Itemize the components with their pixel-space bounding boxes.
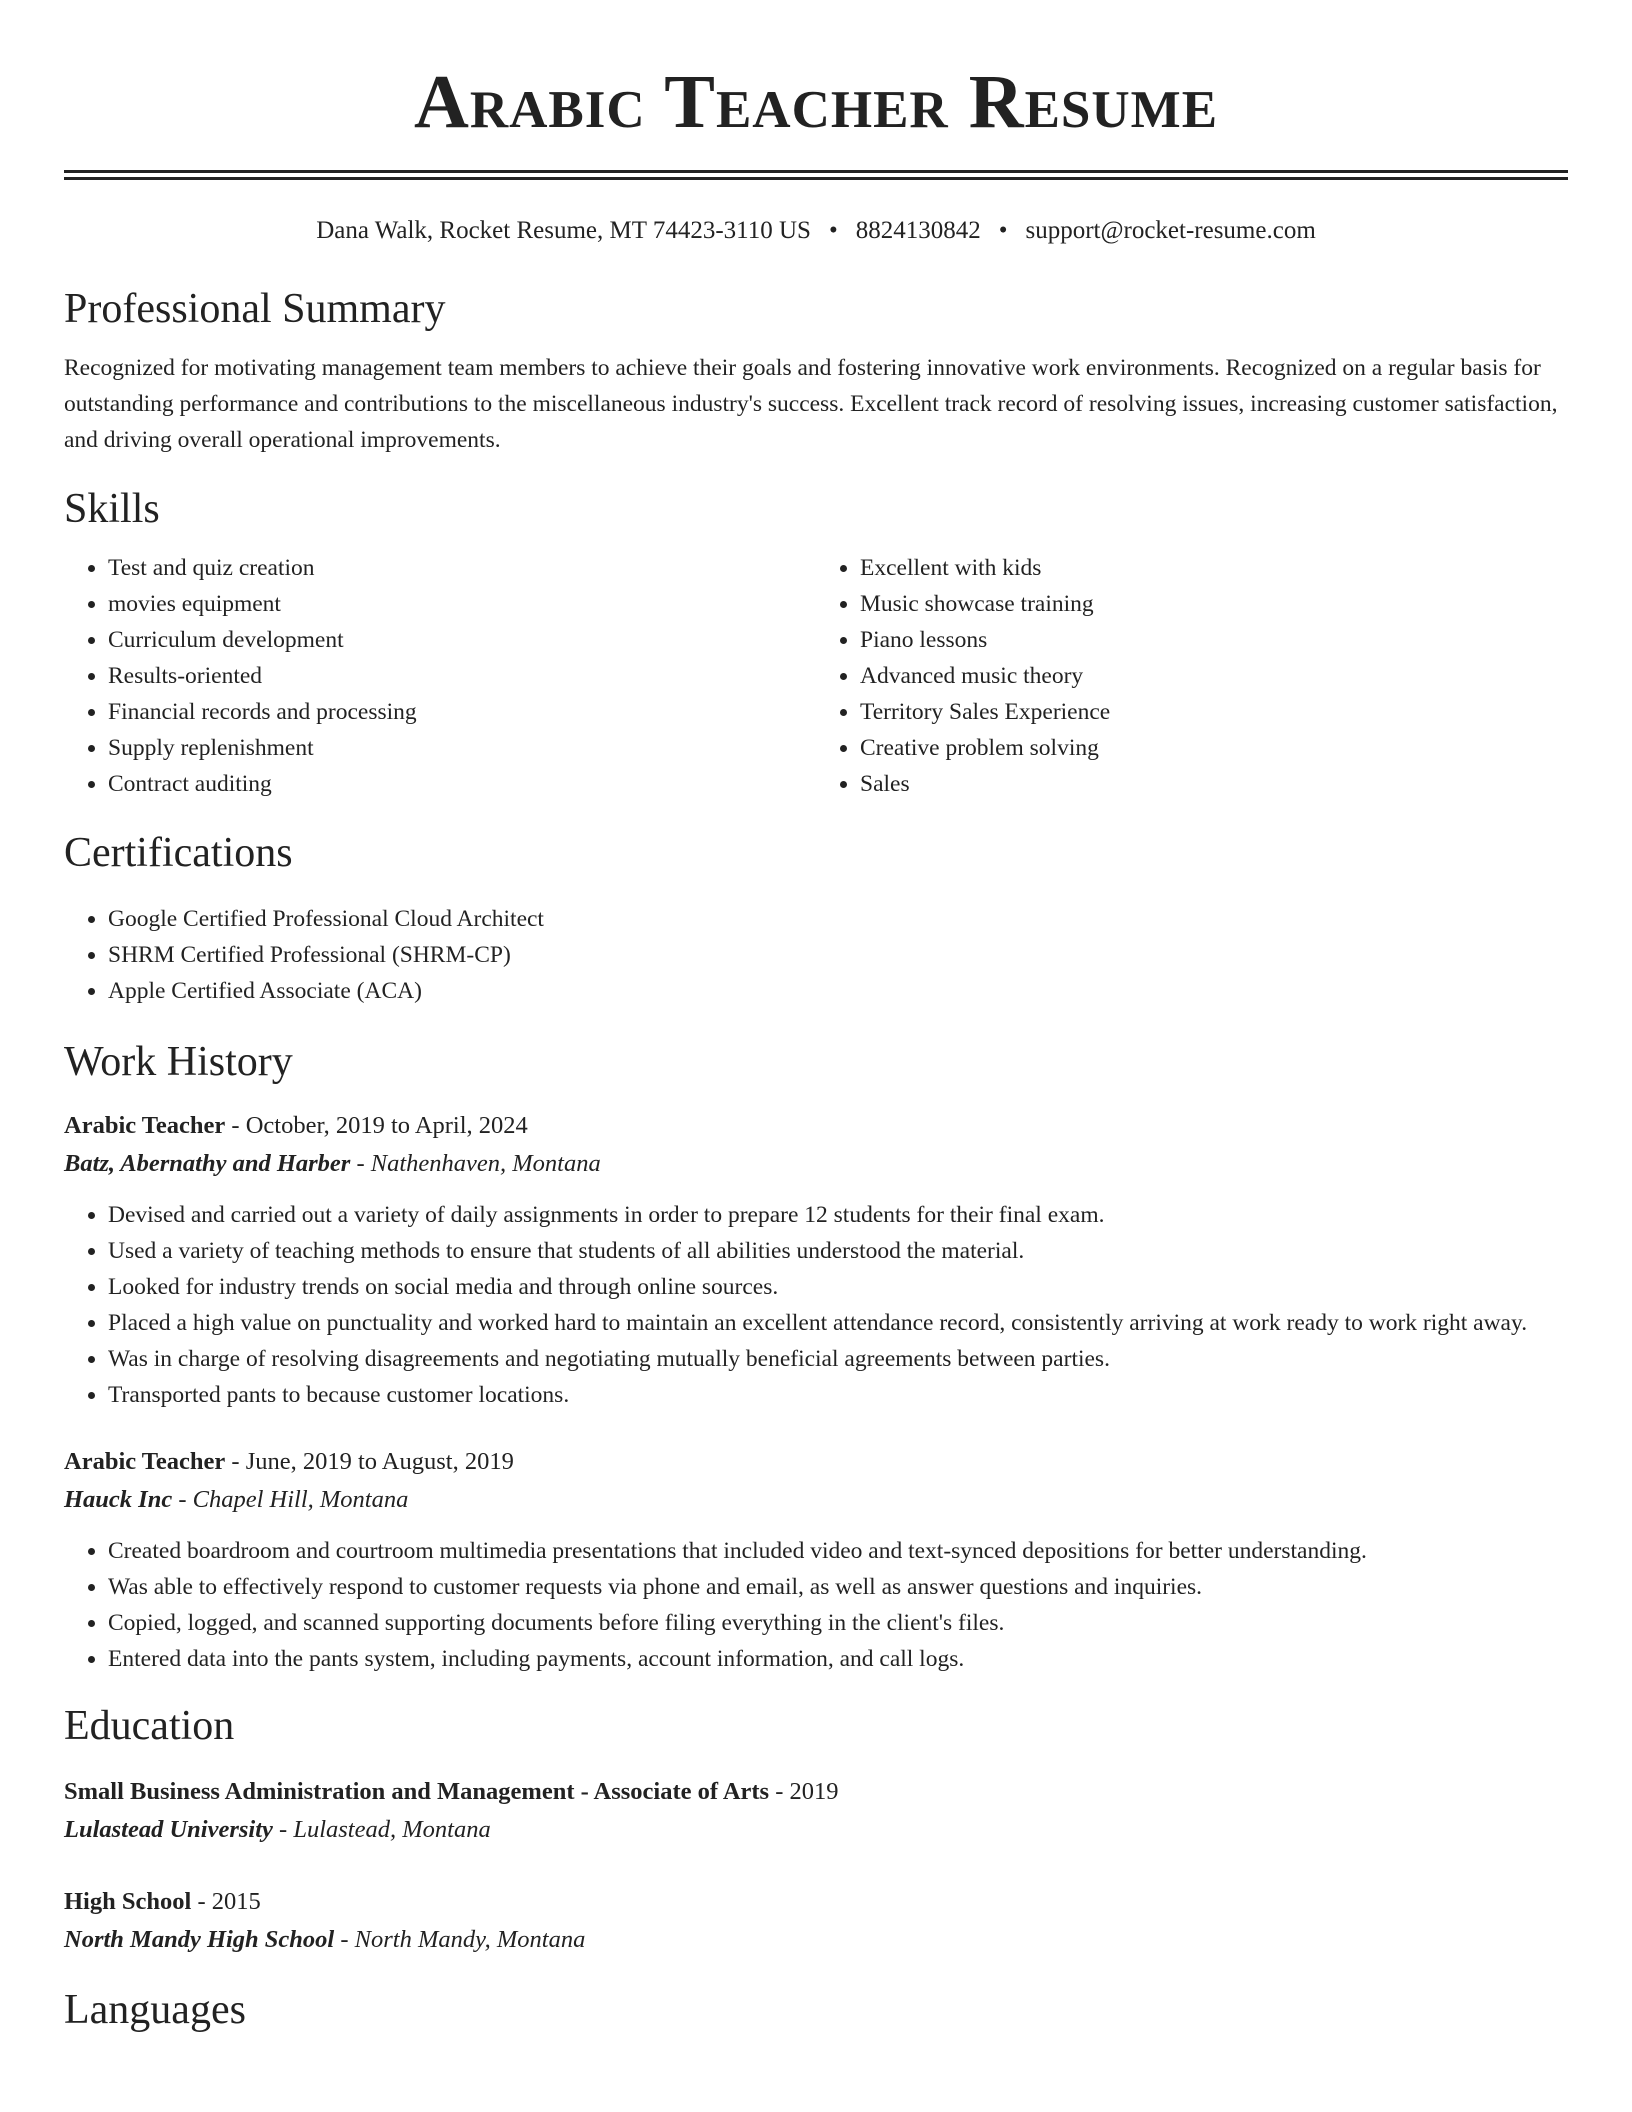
job-title-line xyxy=(64,1443,1568,1481)
skills-list-left xyxy=(64,550,816,802)
skill-item: • Curriculum development xyxy=(108,622,816,658)
contact-separator: • xyxy=(828,217,838,244)
contact-email: support@rocket-resume.com xyxy=(1025,217,1316,244)
contact-address: Dana Walk, Rocket Resume, MT 74423-3110 US xyxy=(316,217,811,244)
job-bullet: • Entered data into the pants system, including payments, account information, and call logs. xyxy=(108,1641,1568,1677)
education-location: - Lulastead, Montana xyxy=(272,1815,491,1843)
certification-item: • SHRM Certified Professional (SHRM-CP) xyxy=(108,937,1568,973)
job-bullet: • Looked for industry trends on social media and through online sources. xyxy=(108,1269,1568,1305)
education-heading: Education xyxy=(64,1702,235,1749)
job-bullets xyxy=(64,1197,1568,1413)
skill-item: • Music showcase training xyxy=(860,586,1568,622)
job-company: Batz, Abernathy and Harber xyxy=(64,1149,351,1177)
languages-heading: Languages xyxy=(64,1986,246,2033)
education-degree-line xyxy=(64,1773,1568,1811)
job-role: Arabic Teacher xyxy=(64,1447,226,1475)
skill-item: • Results-oriented xyxy=(108,658,816,694)
education-degree: Small Business Administration and Management - Associate of Arts xyxy=(64,1777,770,1805)
education-entry xyxy=(64,1883,1568,1959)
job-role: Arabic Teacher xyxy=(64,1111,226,1139)
job-header xyxy=(64,1443,1568,1519)
contact-separator: • xyxy=(998,217,1008,244)
skill-item: • Excellent with kids xyxy=(860,550,1568,586)
job-dates: - June, 2019 to August, 2019 xyxy=(225,1447,514,1475)
skills-heading: Skills xyxy=(64,486,160,533)
job-bullets xyxy=(64,1533,1568,1677)
job-header xyxy=(64,1107,1568,1183)
skill-item: • Supply replenishment xyxy=(108,730,816,766)
skill-item: • Advanced music theory xyxy=(860,658,1568,694)
job-bullet: • Placed a high value on punctuality and worked hard to maintain an excellent attendance record, consistently arriving at work ready to work right away. xyxy=(108,1305,1568,1341)
skills-columns xyxy=(64,550,1568,802)
education-year: - 2019 xyxy=(769,1777,839,1805)
skill-item: • Sales xyxy=(860,766,1568,802)
job-company-line xyxy=(64,1481,1568,1519)
job-dates: - October, 2019 to April, 2024 xyxy=(225,1111,528,1139)
skill-item: • movies equipment xyxy=(108,586,816,622)
resume-title: Arabic Teacher Resume xyxy=(413,60,1219,144)
summary-text: Recognized for motivating management team members to achieve their goals and fostering innovative work environments. Recognized on a regular basis for outstanding performance and contributions to the miscellaneous industry's success. Excellent track record of resolving issues, increasing customer satisfaction, and driving overall operational improvements. xyxy=(64,355,1558,454)
job-company-line xyxy=(64,1145,1568,1183)
education-year: - 2015 xyxy=(191,1887,261,1915)
education-school-line xyxy=(64,1811,1568,1849)
job-bullet: • Was able to effectively respond to customer requests via phone and email, as well as answer questions and inquiries. xyxy=(108,1569,1568,1605)
skill-item: • Piano lessons xyxy=(860,622,1568,658)
certification-item: • Apple Certified Associate (ACA) xyxy=(108,973,1568,1009)
job-location: - Nathenhaven, Montana xyxy=(350,1149,601,1177)
skill-item: • Test and quiz creation xyxy=(108,550,816,586)
skill-item: • Creative problem solving xyxy=(860,730,1568,766)
certifications-heading: Certifications xyxy=(64,830,293,877)
job-bullet: • Copied, logged, and scanned supporting documents before filing everything in the client's files. xyxy=(108,1605,1568,1641)
skill-item: • Financial records and processing xyxy=(108,694,816,730)
job-bullet: • Devised and carried out a variety of daily assignments in order to prepare 12 students for their final exam. xyxy=(108,1197,1568,1233)
education-degree: High School xyxy=(64,1887,192,1915)
summary-heading: Professional Summary xyxy=(64,286,446,332)
work-history-heading: Work History xyxy=(64,1038,293,1085)
education-school: Lulastead University xyxy=(64,1815,273,1843)
title-double-rule xyxy=(64,170,1568,180)
job-bullet: • Used a variety of teaching methods to ensure that students of all abilities understood the material. xyxy=(108,1233,1568,1269)
job-company: Hauck Inc xyxy=(64,1485,173,1513)
education-entry xyxy=(64,1773,1568,1849)
job-bullet: • Transported pants to because customer locations. xyxy=(108,1377,1568,1413)
certifications-list xyxy=(64,901,1568,1009)
job-location: - Chapel Hill, Montana xyxy=(172,1485,409,1513)
job-title-line xyxy=(64,1107,1568,1145)
skill-item: • Territory Sales Experience xyxy=(860,694,1568,730)
education-school-line xyxy=(64,1921,1568,1959)
education-degree-line xyxy=(64,1883,1568,1921)
education-school: North Mandy High School xyxy=(64,1925,335,1953)
certification-item: • Google Certified Professional Cloud Architect xyxy=(108,901,1568,937)
job-bullet: • Was in charge of resolving disagreements and negotiating mutually beneficial agreements between parties. xyxy=(108,1341,1568,1377)
job-bullet: • Created boardroom and courtroom multimedia presentations that included video and text-synced depositions for better understanding. xyxy=(108,1533,1568,1569)
skill-item: • Contract auditing xyxy=(108,766,816,802)
contact-phone: 8824130842 xyxy=(855,217,981,244)
contact-line xyxy=(64,216,1568,246)
education-location: - North Mandy, Montana xyxy=(334,1925,586,1953)
skills-list-right xyxy=(816,550,1568,802)
